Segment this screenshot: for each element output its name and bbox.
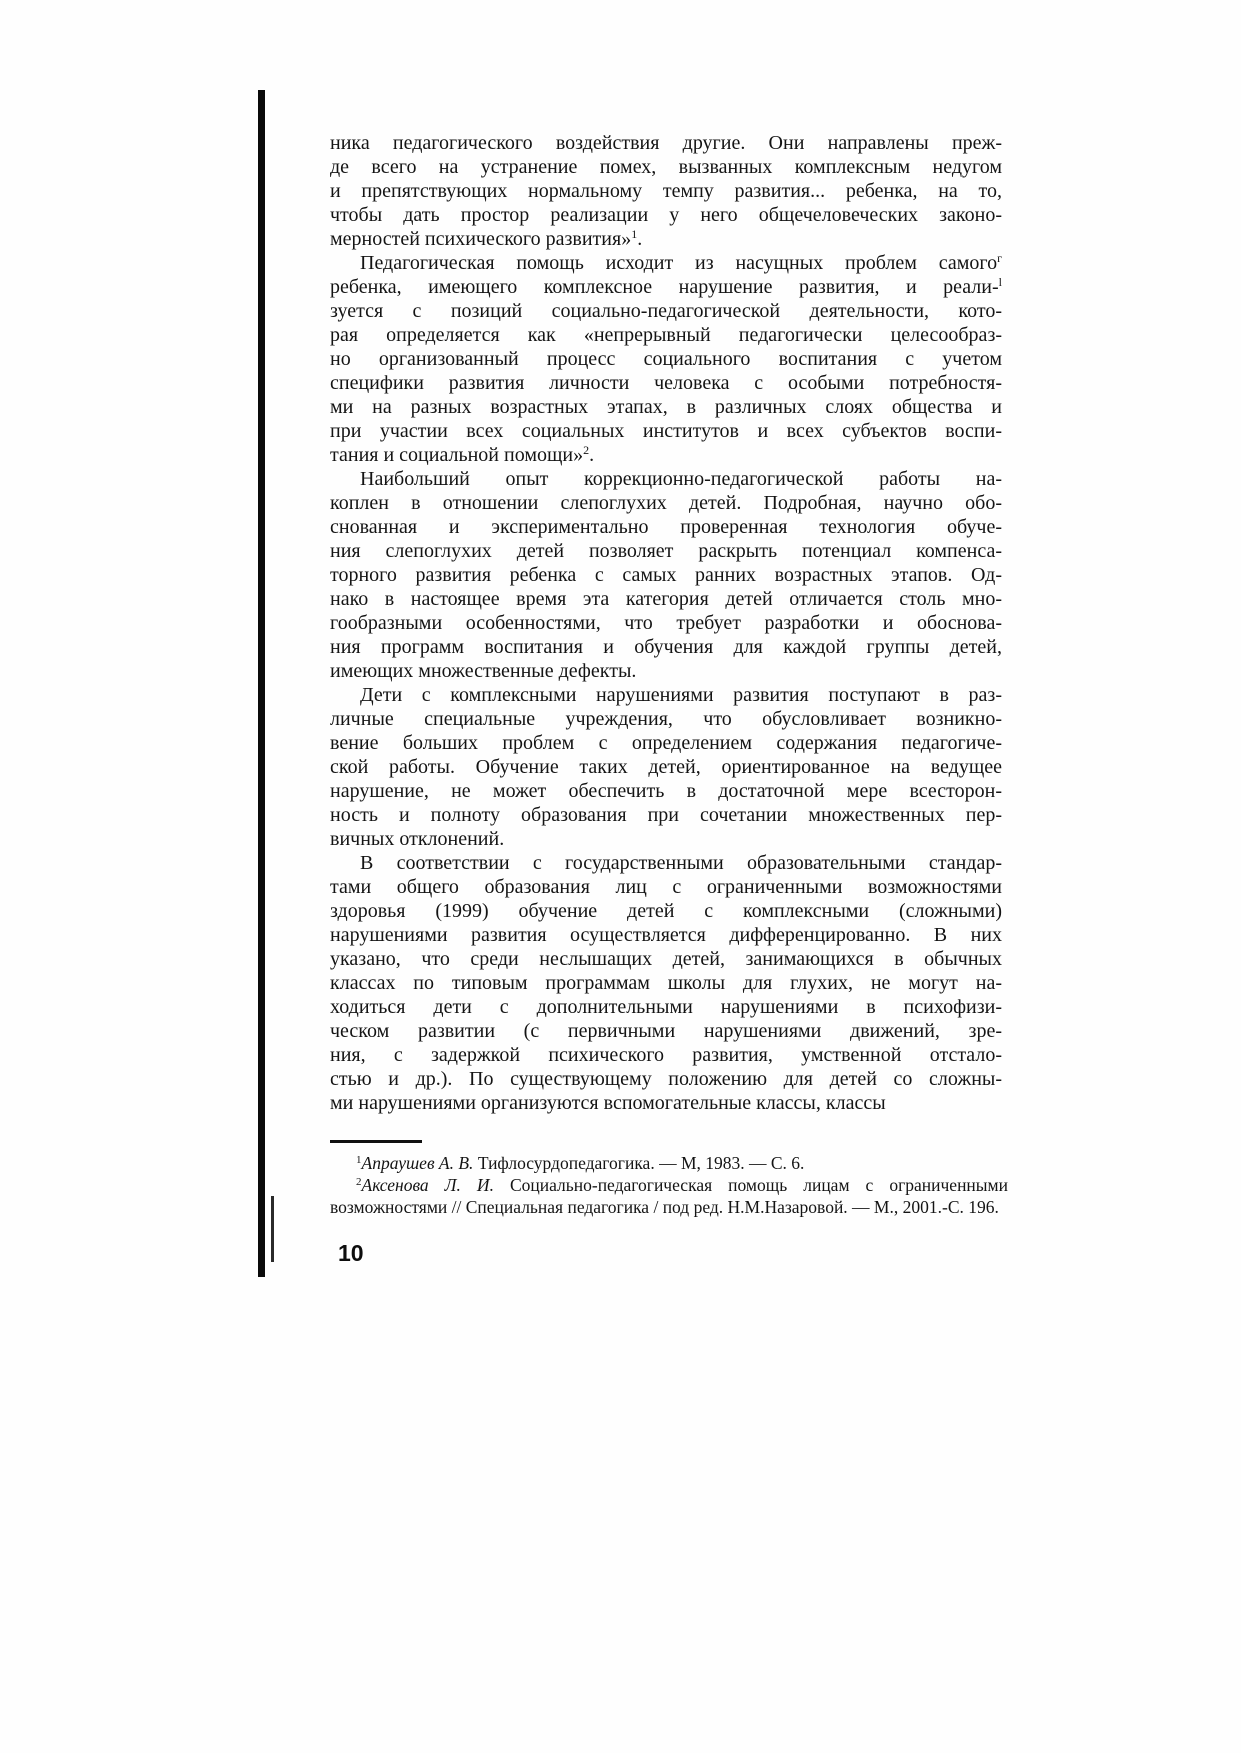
text-line: чтобы дать простор реализации у него общечеловеческих законо-	[330, 204, 1002, 226]
text-line: вичных отклонений.	[330, 828, 505, 850]
text-line: ния программ воспитания и обучения для каждой группы детей,	[330, 636, 1002, 658]
text-line: ность и полноту образования при сочетании множественных пер-	[330, 804, 1002, 826]
paragraph	[330, 683, 1002, 851]
body-text-block	[330, 131, 1002, 1115]
footnote: $^2$Аксенова Л. И. Социально-педагогическая помощь лицам с ограниченными возможностями // Специальная педагогика / под ред. Н.М.Назаровой. — М., 2001.-С. 196.	[330, 1175, 1008, 1217]
text-line: при участии всех социальных институтов и всех субъектов воспи-	[330, 420, 1002, 442]
text-line: Наибольший опыт коррекционно-педагогической работы на-	[360, 468, 1002, 490]
footnote-author: Апраушев А. В.	[361, 1153, 474, 1173]
text-line: указано, что среди неслышащих детей, занимающихся в обычных	[330, 948, 1002, 970]
page-number: 10	[338, 1240, 364, 1266]
superscript-marker: l	[998, 275, 1002, 289]
binding-tick-mark	[271, 1196, 274, 1262]
text-line: тания и социальной помощи»$^2$.	[330, 443, 595, 466]
text-line: ми нарушениями организуются вспомогательные классы, классы	[330, 1092, 886, 1114]
text-line: рая определяется как «непрерывный педагогически целесообраз-	[330, 324, 1002, 346]
text-line: Дети с комплексными нарушениями развития поступают в раз-	[360, 684, 1002, 706]
superscript-marker: 1	[631, 227, 638, 241]
text-line: ребенка, имеющего комплексное нарушение развития, и реали-$^l$	[330, 275, 1002, 298]
footnote-author: Аксенова Л. И.	[361, 1175, 494, 1195]
text-line: ходиться дети с дополнительными нарушениями в психофизи-	[330, 996, 1002, 1018]
text-line: Педагогическая помощь исходит из насущных проблем самого$^г$	[360, 251, 1002, 274]
text-line: тами общего образования лиц с ограниченными возможностями	[330, 876, 1002, 898]
text-line: коплен в отношении слепоглухих детей. Подробная, научно обо-	[330, 492, 1002, 514]
text-line: имеющих множественные дефекты.	[330, 660, 637, 682]
text-line: ми на разных возрастных этапах, в различных слоях общества и	[330, 396, 1002, 418]
footnote-marker: 2	[356, 1176, 362, 1188]
text-line: ника педагогического воздействия другие. Они направлены преж-	[330, 132, 1002, 154]
text-line: ния слепоглухих детей позволяет раскрыть потенциал компенса-	[330, 540, 1002, 562]
text-line: ния, с задержкой психического развития, умственной отстало-	[330, 1044, 1002, 1066]
text-line: торного развития ребенка с самых ранних возрастных этапов. Од-	[330, 564, 1002, 586]
text-line: В соответствии с государственными образовательными стандар-	[360, 852, 1002, 874]
footnotes-block	[330, 1152, 1008, 1218]
superscript-marker: 2	[583, 443, 590, 457]
footnote: $^1$Апраушев А. В. Тифлосурдопедагогика. — М, 1983. — С. 6.	[356, 1153, 805, 1173]
paragraph	[330, 467, 1002, 683]
text-line: гообразными особенностями, что требует разработки и обоснова-	[330, 612, 1002, 634]
superscript-marker: г	[997, 251, 1002, 265]
text-line: здоровья (1999) обучение детей с комплексными (сложными)	[330, 900, 1002, 922]
paragraph	[330, 251, 1002, 467]
text-line: и препятствующих нормальному темпу развития... ребенка, на то,	[330, 180, 1002, 202]
text-line: ской работы. Обучение таких детей, ориентированное на ведущее	[330, 756, 1002, 778]
text-line: классах по типовым программам школы для глухих, не могут на-	[330, 972, 1002, 994]
footnote-separator-rule	[330, 1140, 422, 1143]
text-line: зуется с позиций социально-педагогической деятельности, кото-	[330, 300, 1002, 322]
text-line: нако в настоящее время эта категория детей отличается столь мно-	[330, 588, 1002, 610]
footnote-marker: 1	[356, 1154, 362, 1166]
text-line: личные специальные учреждения, что обусловливает возникно-	[330, 708, 1002, 730]
text-line: нарушение, не может обеспечить в достаточной мере всесторон-	[330, 780, 1002, 802]
text-line: ческом развитии (с первичными нарушениями движений, зре-	[330, 1020, 1002, 1042]
text-line: мерностей психического развития»$^1$.	[330, 227, 643, 250]
text-line: нарушениями развития осуществляется дифференцированно. В них	[330, 924, 1002, 946]
text-line: де всего на устранение помех, вызванных комплексным недугом	[330, 156, 1002, 178]
paragraph	[330, 131, 1002, 251]
text-line: специфики развития личности человека с особыми потребностя-	[330, 372, 1002, 394]
text-line: вение больших проблем с определением содержания педагогиче-	[330, 732, 1002, 754]
text-line: снованная и экспериментально проверенная технология обуче-	[330, 516, 1002, 538]
text-line: стью и др.). По существующему положению для детей со сложны-	[330, 1068, 1002, 1090]
paragraph	[330, 851, 1002, 1115]
binding-bar	[258, 90, 265, 1277]
text-line: но организованный процесс социального воспитания с учетом	[330, 348, 1002, 370]
